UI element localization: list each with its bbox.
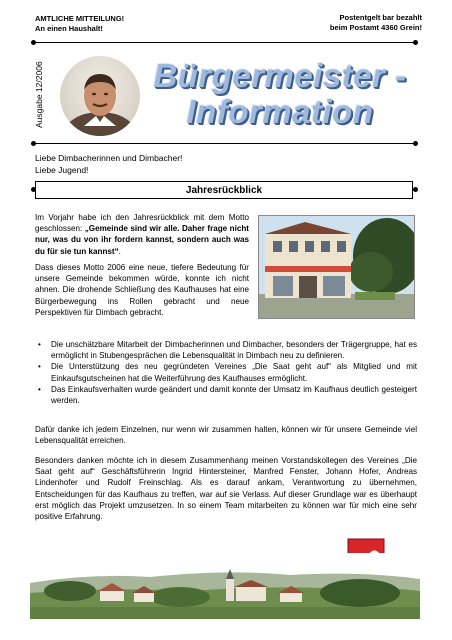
list-item [35, 384, 417, 406]
rule-dot [413, 40, 418, 45]
newsletter-title [150, 58, 410, 130]
paragraph-board-thanks: Besonders danken möchte ich in diesem Zusammenhang meinen Vorstandskollegen des Vereines „Die Saat geht auf“ Geschäftsführerin Ingrid Hintersteiner, Manfred Fenster, Johann Hofer, Andreas Lindenhofer und Rudolf Freinschlag. Als es darauf ankam, Verantwortung zu übernehmen, Entscheidungen für das Kaufhaus zu treffen, war auf sie Verlass. Auf dieser Grundlage war es überhaupt erst möglich das Projekt umzusetzen. In so einem Team mitarbeiten zu können war für mich eine sehr positive Erfahrung. [35, 456, 417, 522]
rule-dot [31, 187, 36, 192]
list-item-text: Das Einkaufsverhalten wurde geändert und damit konnte der Umsatz im Kaufhaus deutlich gesteigert werden. [51, 384, 417, 406]
rule-dot [31, 40, 36, 45]
motto-quote: „Gemeinde sind wir alle. Daher frage nicht nur, was du von ihr fordern kannst, sondern auch was du für sie tun kannst“ [35, 224, 249, 256]
rule-dot [413, 141, 418, 146]
greeting-line1: Liebe Dimbacherinnen und Dimbacher! [35, 153, 183, 163]
achievements-list [35, 339, 417, 406]
masthead-rule [33, 143, 416, 144]
postage-notice [330, 13, 422, 33]
postage-notice-line2: beim Postamt 4360 Grein! [329, 23, 422, 32]
mailing-notice-line2: An einen Haushalt! [35, 24, 103, 33]
postage-notice-line1: Postentgelt bar bezahlt [339, 13, 422, 22]
intro-text: Im Vorjahr habe ich den Jahresrückblick mit dem Motto geschlossen: [35, 213, 249, 234]
bullet-icon: • [38, 384, 41, 394]
list-item-text: Die Unterstützung des neu gegründeten Vereines „Die Saat geht auf“ als Mitglied und mit Einkaufsgutscheinen hat die Weiterführung des Kaufhauses ermöglicht. [51, 362, 417, 383]
rule-dot [31, 141, 36, 146]
list-item-text: Die unschätzbare Mitarbeit der Dimbacherinnen und Dimbacher, besonders der Trägergruppe, hat es ermöglicht in Stubengesprächen die Lebensqualität in Dimbach neu zu definieren. [51, 340, 417, 361]
intro-paragraph [35, 212, 249, 257]
bullet-icon: • [38, 340, 41, 349]
top-rule [33, 42, 416, 43]
list-item [35, 361, 417, 383]
section-heading: Jahresrückblick [35, 181, 413, 199]
title-line2: Information [186, 93, 374, 130]
rule-dot [413, 187, 418, 192]
mailing-notice [35, 14, 124, 34]
paragraph-thanks: Dafür danke ich jedem Einzelnen, nur wenn wir zusammen halten, können wir für unsere Gemeinde viel Lebensqualität erreichen. [35, 425, 417, 446]
bullet-icon: • [38, 362, 41, 372]
greeting-line2: Liebe Jugend! [35, 165, 89, 175]
village-photo [30, 553, 420, 619]
issue-label: Ausgabe 12/2006 [34, 61, 44, 129]
title-line1: Bürgermeister - [153, 57, 407, 94]
mayor-portrait [60, 56, 140, 136]
greeting [35, 152, 182, 176]
shop-photo [258, 215, 415, 319]
intro-end: . [118, 246, 121, 256]
mailing-notice-line1: AMTLICHE MITTEILUNG! [35, 14, 125, 23]
list-item [35, 339, 417, 361]
paragraph-motto-meaning: Dass dieses Motto 2006 eine neue, tiefere Bedeutung für unsere Gemeinde bekommen würde, konnte ich nicht ahnen. Die drohende Schließung des Kaufhauses hat eine Bürgerbewegung ins Rollen gebracht und neue Perspektiven für Dimbach gebracht. [35, 263, 249, 317]
